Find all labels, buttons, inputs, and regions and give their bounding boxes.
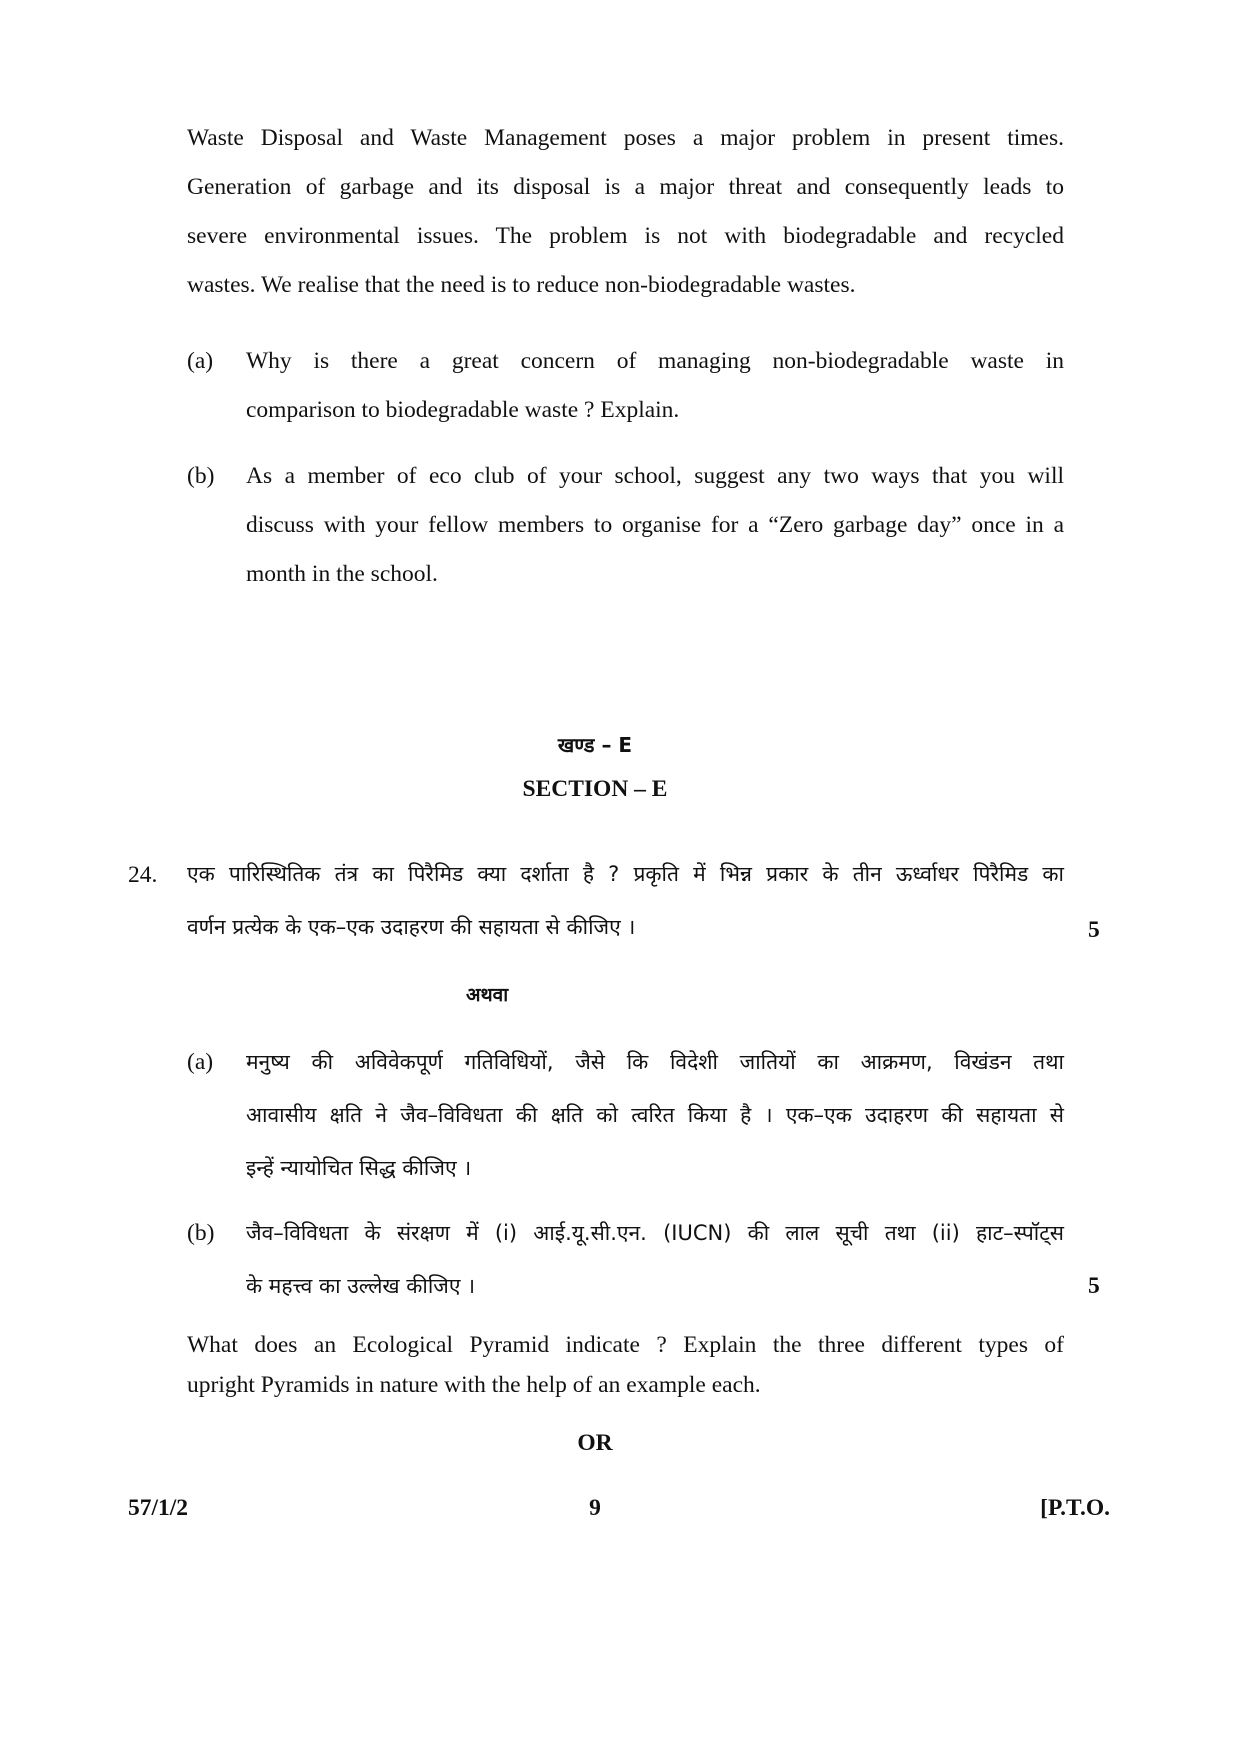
part-line: month in the school. <box>246 561 438 587</box>
question-line: वर्णन प्रत्येक के एक–एक उदाहरण की सहायता से कीजिए । <box>187 915 636 939</box>
part-line: मनुष्य की अविवेकपूर्ण गतिविधियों, जैसे कि विदेशी जातियों का आक्रमण, विखंडन तथा <box>246 1050 1064 1074</box>
paper-code: 57/1/2 <box>128 1495 189 1521</box>
question-24-english <box>187 1325 1064 1405</box>
passage-line: Generation of garbage and its disposal is a major threat and consequently leads to <box>187 174 1064 200</box>
question-line: upright Pyramids in nature with the help of an example each. <box>187 1372 761 1398</box>
part-line: comparison to biodegradable waste ? Explain. <box>246 397 680 423</box>
question-24-hindi <box>187 848 1064 954</box>
part-line: discuss with your fellow members to organise for a “Zero garbage day” once in a <box>246 512 1064 538</box>
marks: 5 <box>1088 917 1100 943</box>
page-number: 9 <box>589 1495 601 1521</box>
question-line: What does an Ecological Pyramid indicate ? Explain the three different types of <box>187 1332 1064 1358</box>
part-label: (a) <box>187 348 214 374</box>
part-text <box>246 337 1064 435</box>
part-line: इन्हें न्यायोचित सिद्ध कीजिए । <box>246 1156 472 1180</box>
part-text <box>246 452 1064 599</box>
passage-line: Waste Disposal and Waste Management poses a major problem in present times. <box>187 125 1064 151</box>
passage <box>187 114 1064 310</box>
part-label: (b) <box>187 463 215 489</box>
part-line: आवासीय क्षति ने जैव–विविधता की क्षति को त्वरित किया है । एक–एक उदाहरण की सहायता से <box>246 1103 1064 1127</box>
or-english: OR <box>577 1430 613 1456</box>
part-line: As a member of eco club of your school, suggest any two ways that you will <box>246 463 1064 489</box>
question-number: 24. <box>128 862 158 888</box>
or-hindi: अथवा <box>466 984 509 1006</box>
question-24-alt-part-b <box>187 1207 1064 1313</box>
marks: 5 <box>1088 1273 1100 1299</box>
part-line: जैव–विविधता के संरक्षण में (i) आई.यू.सी.एन. (IUCN) की लाल सूची तथा (ii) हाट–स्पॉट्स <box>246 1221 1064 1245</box>
part-line: Why is there a great concern of managing non-biodegradable waste in <box>246 348 1064 374</box>
section-heading-hindi: खण्ड – E <box>557 733 633 757</box>
question-line: एक पारिस्थितिक तंत्र का पिरैमिड क्या दर्शाता है ? प्रकृति में भिन्न प्रकार के तीन ऊर्ध्वाधर पिरैमिड का <box>187 862 1064 886</box>
question-23-part-b <box>187 452 1064 599</box>
section-heading-english: SECTION – E <box>522 776 668 802</box>
part-label: (b) <box>187 1220 215 1246</box>
question-24-alt-part-a <box>187 1036 1064 1196</box>
part-text <box>246 1207 1064 1313</box>
question-23-part-a <box>187 337 1064 435</box>
please-turn-over: [P.T.O. <box>1040 1495 1110 1521</box>
passage-line: wastes. We realise that the need is to reduce non-biodegradable wastes. <box>187 272 856 298</box>
part-label: (a) <box>187 1049 214 1075</box>
part-line: के महत्त्व का उल्लेख कीजिए । <box>246 1274 476 1298</box>
passage-line: severe environmental issues. The problem is not with biodegradable and recycled <box>187 223 1064 249</box>
part-text <box>246 1036 1064 1195</box>
